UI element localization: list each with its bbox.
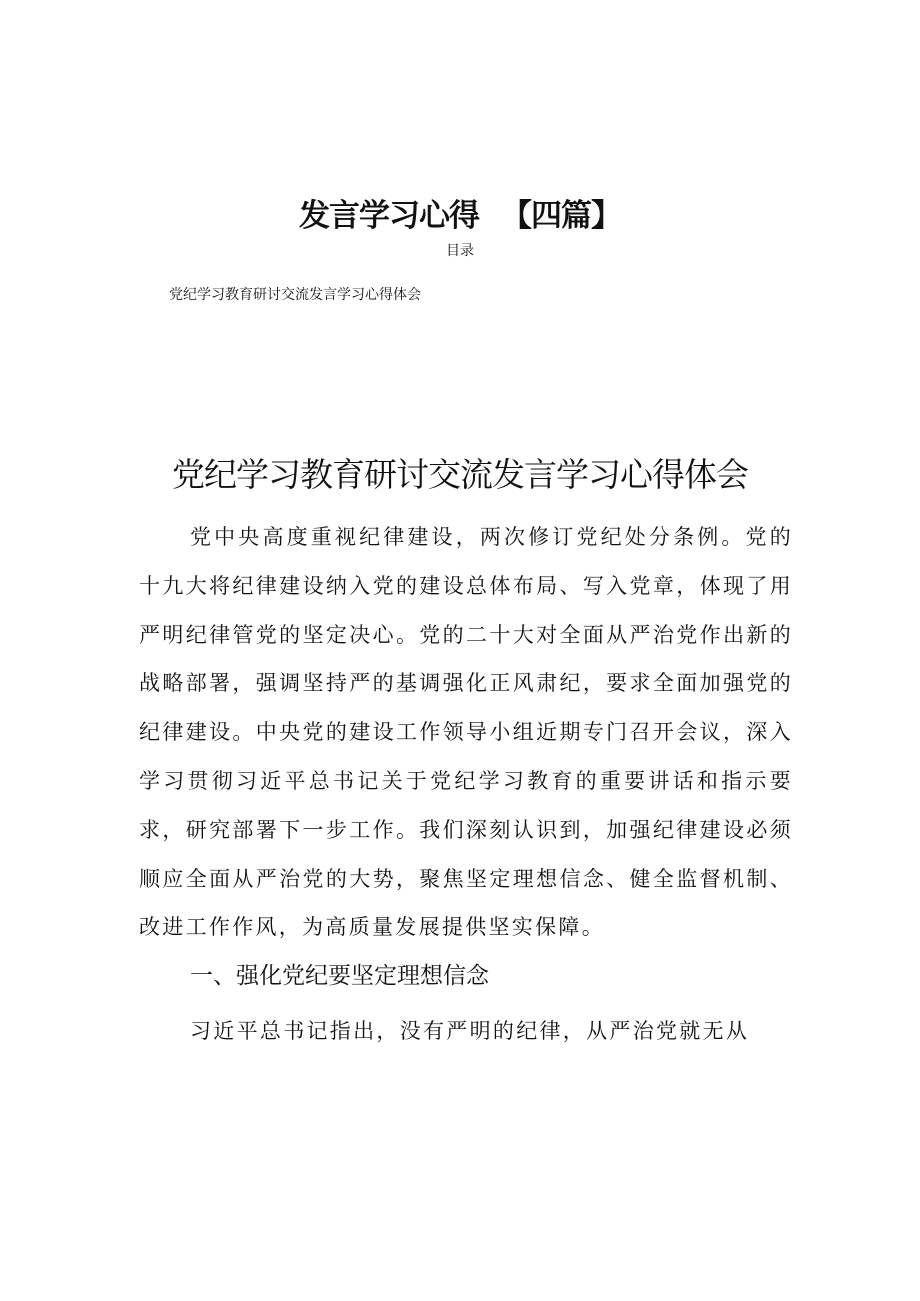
document-title-main: 发言学习心得	[299, 198, 479, 234]
article-title: 党纪学习教育研讨交流发言学习心得体会	[172, 455, 748, 494]
toc-heading: 目录	[446, 243, 474, 259]
document-title-suffix: 【四篇】	[501, 198, 621, 234]
article-paragraph-1: 党中央高度重视纪律建设，两次修订党纪处分条例。党的十九大将纪律建设纳入党的建设总体布局、写入党章，体现了用严明纪律管党的坚定决心。党的二十大对全面从严治党作出新的战略部署，强调坚持严的基调强化正风肃纪，要求全面加强党的纪律建设。中央党的建设工作领导小组近期专门召开会议，深入学习贯彻习近平总书记关于党纪学习教育的重要讲话和指示要求，研究部署下一步工作。我们深刻认识到，加强纪律建设必须顺应全面从严治党的大势，聚焦坚定理想信念、健全监督机制、改进工作作风，为高质量发展提供坚实保障。	[139, 525, 793, 940]
section-heading-1: 一、强化党纪要坚定理想信念	[190, 963, 489, 989]
toc-item-1[interactable]: 党纪学习教育研讨交流发言学习心得体会	[169, 287, 421, 303]
document-title	[0, 196, 920, 236]
section-1-paragraph: 习近平总书记指出，没有严明的纪律，从严治党就无从	[190, 1019, 750, 1043]
